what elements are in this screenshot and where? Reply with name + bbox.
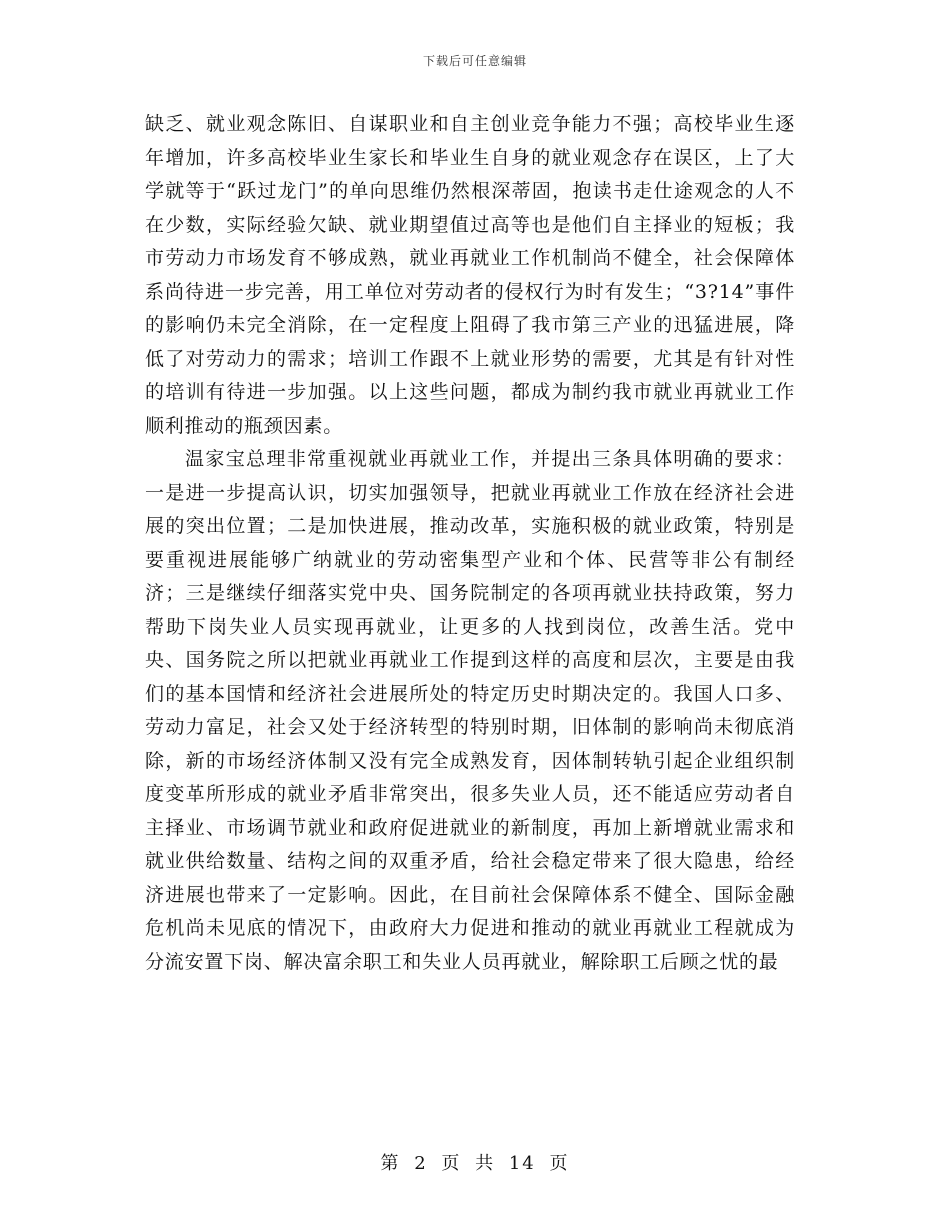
paragraph-2: 温家宝总理非常重视就业再就业工作，并提出三条具体明确的要求：一是进一步提高认识，切实加强领导，把就业再就业工作放在经济社会进展的突出位置；二是加快进展，推动改革，实施积极的就业政策，特别是要重视进展能够广纳就业的劳动密集型产业和个体、民营等非公有制经济；三是继续仔细落实党中央、国务院制定的各项再就业扶持政策，努力帮助下岗失业人员实现再就业，让更多的人找到岗位，改善生活。党中央、国务院之所以把就业再就业工作提到这样的高度和层次，主要是由我们的基本国情和经济社会进展所处的特定历史时期决定的。我国人口多、劳动力富足，社会又处于经济转型的特别时期，旧体制的影响尚未彻底消除，新的市场经济体制又没有完全成熟发育，因体制转轨引起企业组织制度变革所形成的就业矛盾非常突出，很多失业人员，还不能适应劳动者自主择业、市场调节就业和政府促进就业的新制度，再加上新增就业需求和就业供给数量、结构之间的双重矛盾，给社会稳定带来了很大隐患，给经济进展也带来了一定影响。因此，在目前社会保障体系不健全、国际金融危机尚未见底的情况下，由政府大力促进和推动的就业再就业工程就成为分流安置下岗、解决富余职工和失业人员再就业，解除职工后顾之忧的最 xyxy=(145,448,795,973)
document-body xyxy=(145,108,795,979)
paragraph-1: 缺乏、就业观念陈旧、自谋职业和自主创业竞争能力不强；高校毕业生逐年增加，许多高校毕业生家长和毕业生自身的就业观念存在误区，上了大学就等于“跃过龙门”的单向思维仍然根深蒂固，抱读书走仕途观念的人不在少数，实际经验欠缺、就业期望值过高等也是他们自主择业的短板；我市劳动力市场发育不够成熟，就业再就业工作机制尚不健全，社会保障体系尚待进一步完善，用工单位对劳动者的侵权行为时有发生；“3?14”事件的影响仍未完全消除，在一定程度上阻碍了我市第三产业的迅猛进展，降低了对劳动力的需求；培训工作跟不上就业形势的需要，尤其是有针对性的培训有待进一步加强。以上这些问题，都成为制约我市就业再就业工作顺利推动的瓶颈因素。 xyxy=(145,113,795,437)
page-header: 下载后可任意编辑 xyxy=(422,54,527,68)
page-number-footer: 第 2 页 共 14 页 xyxy=(380,1153,570,1174)
